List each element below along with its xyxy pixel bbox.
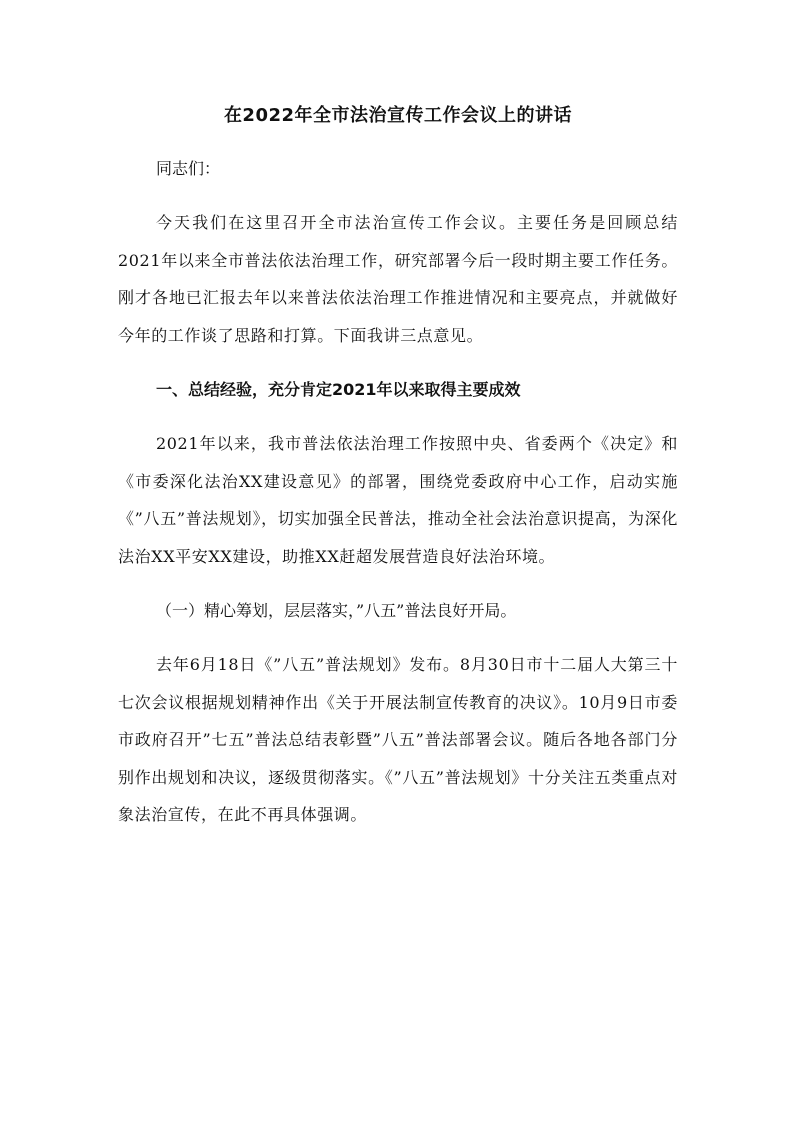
intro-paragraph: 今天我们在这里召开全市法治宣传工作会议。主要任务是回顾总结2021年以来全市普法依法治理工作，研究部署今后一段时期主要工作任务。刚才各地已汇报去年以来普法依法治理工作推进情况和主要亮点，并就做好今年的工作谈了思路和打算。下面我讲三点意见。 bbox=[118, 213, 678, 345]
document-title: 在2022年全市法治宣传工作会议上的讲话 bbox=[223, 105, 573, 126]
salutation: 同志们： bbox=[156, 159, 221, 178]
section-1-paragraph: 2021年以来，我市普法依法治理工作按照中央、省委两个《决定》和《市委深化法治XX建设意见》的部署，围绕党委政府中心工作，启动实施《”八五”普法规划》，切实加强全民普法，推动全社会法治意识提高，为深化法治XX平安XX建设，助推XX赶超发展营造良好法治环境。 bbox=[118, 434, 678, 566]
subsection-1-heading: （一）精心筹划，层层落实，”八五”普法良好开局。 bbox=[156, 601, 517, 620]
document-body bbox=[118, 96, 678, 834]
subsection-1-paragraph: 去年6月18日《”八五”普法规划》发布。8月30日市十二届人大第三十七次会议根据规划精神作出《关于开展法制宣传教育的决议》。10月9日市委市政府召开”七五”普法总结表彰暨”八五”普法部署会议。随后各地各部门分别作出规划和决议，逐级贯彻落实。《”八五”普法规划》十分关注五类重点对象法治宣传，在此不再具体强调。 bbox=[118, 655, 678, 824]
section-1-heading: 一、总结经验，充分肯定2021年以来取得主要成效 bbox=[156, 380, 521, 399]
